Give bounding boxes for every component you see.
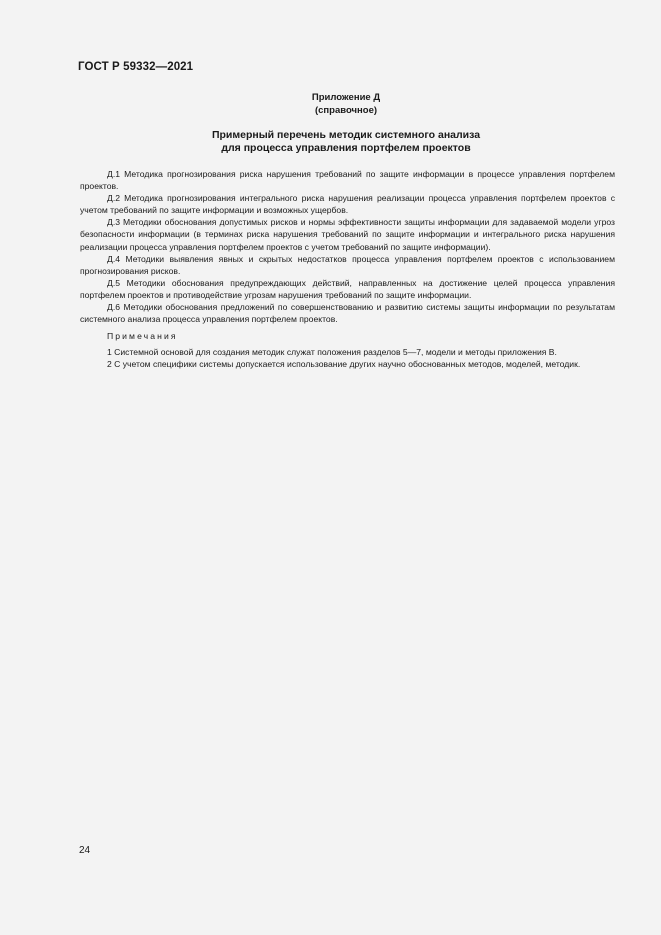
notes-heading: Примечания [107, 331, 178, 342]
appendix-title-line-1: Примерный перечень методик системного анализа [211, 129, 481, 141]
document-standard-number: ГОСТ Р 59332—2021 [78, 61, 194, 73]
appendix-type: (справочное) [314, 104, 378, 116]
appendix-heading [0, 92, 661, 117]
appendix-label: Приложение Д [311, 92, 381, 103]
paragraph-d5: Д.5 Методики обоснования предупреждающих действий, направленных на достижение целей процесса управления портфелем проектов и противодействие угрозам нарушения требований по защите информации. [80, 277, 615, 300]
note-item-2: 2 С учетом специфики системы допускается использование других научно обоснованных методов, моделей, методик. [107, 359, 581, 370]
paragraph-d3: Д.3 Методики обоснования допустимых рисков и нормы эффективности защиты информации для задаваемой модели угроз безопасности информации (в терминах риска нарушения требований по защите информации и интегрального риска нарушения реализации процесса управления портфелем проектов с учетом требований по защите информации). [80, 217, 615, 252]
page-number: 24 [79, 845, 91, 856]
paragraph-d2: Д.2 Методика прогнозирования интегрального риска нарушения реализации процесса управления портфелем проектов с учетом требований по защите информации и возможных ущербов. [80, 193, 615, 216]
paragraph-d4: Д.4 Методики выявления явных и скрытых недостатков процесса управления портфелем проектов с использованием прогнозирования рисков. [80, 253, 615, 276]
paragraph-d1: Д.1 Методика прогнозирования риска нарушения требований по защите информации в процессе управления портфелем проектов. [80, 169, 615, 192]
note-item-1: 1 Системной основой для создания методик служат положения разделов 5—7, модели и методы приложения В. [107, 347, 557, 358]
appendix-title [0, 129, 661, 155]
appendix-title-line-2: для процесса управления портфелем проектов [221, 142, 471, 154]
paragraph-d6: Д.6 Методики обоснования предложений по совершенствованию и развитию системы защиты информации по результатам системного анализа процесса управления портфелем проектов. [80, 302, 615, 325]
document-body [80, 168, 615, 371]
